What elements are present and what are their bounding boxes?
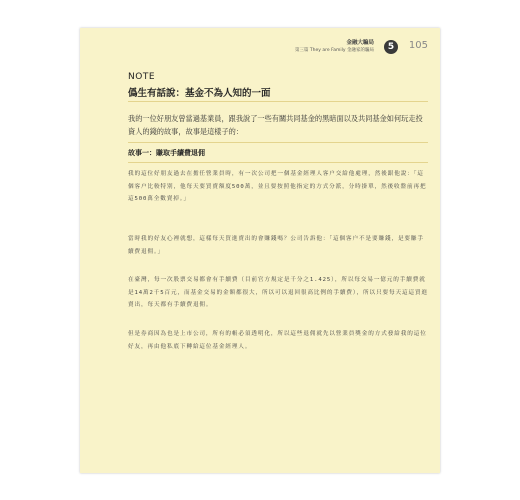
title-divider	[128, 101, 428, 102]
story-paragraph: 我的這位好朋友過去在擔任營業員時，有一次公司把一個基金經理人客户交給他處理，然後跟他說：「這個客户比較特別，他每天要買賣額度500萬，並且要按照他指定的方式分派，分時掛單，然後收盤前再把這500萬全數賣掉。」	[128, 171, 427, 202]
note-title: 僞生有話說：基金不為人知的一面	[128, 88, 271, 99]
story-paragraph: 但是券商因為也是上市公司，所有的帳必須透明化，所以這些退佣就先以營業員獎金的方式發給我的這位好友，再由他私底下轉給這位基金經理人。	[128, 331, 427, 350]
intro-paragraph: 我的一位好朋友曾當過基業員，跟我說了一些有關共同基金的黑暗面以及共同基金如何玩走投資人的錢的故事，故事是這樣子的：	[128, 114, 423, 136]
story-divider	[128, 162, 428, 163]
story-paragraph: 當時我的好友心裡就想，這樣每天買進賣出的會賺錢嗎？公司告訴他：「這個客户不是要賺錢，是要賺手續費退佣。」	[128, 236, 424, 255]
note-label: NOTE	[128, 72, 156, 82]
story-title: 故事一：賺取手續費退佣	[128, 149, 205, 157]
book-page	[80, 28, 440, 473]
page-number: 105	[408, 40, 428, 51]
chapter-badge: 5	[384, 40, 398, 54]
book-title: 金融大騙局	[346, 40, 374, 46]
story-paragraph: 在臺灣，每一次股票交易都會有手續費（目前官方規定是千分之1.425），所以每交易一億元的手續費就是14萬2千5百元，而基金交易的金額都很大，所以可以退回很高比例的手續費），所以只要每天這這買進賣出，每天都有手續費退佣。	[128, 277, 428, 308]
chapter-subtitle: 第三篇 They are Family 金融家的騙局	[294, 48, 374, 53]
section-divider	[128, 142, 428, 143]
